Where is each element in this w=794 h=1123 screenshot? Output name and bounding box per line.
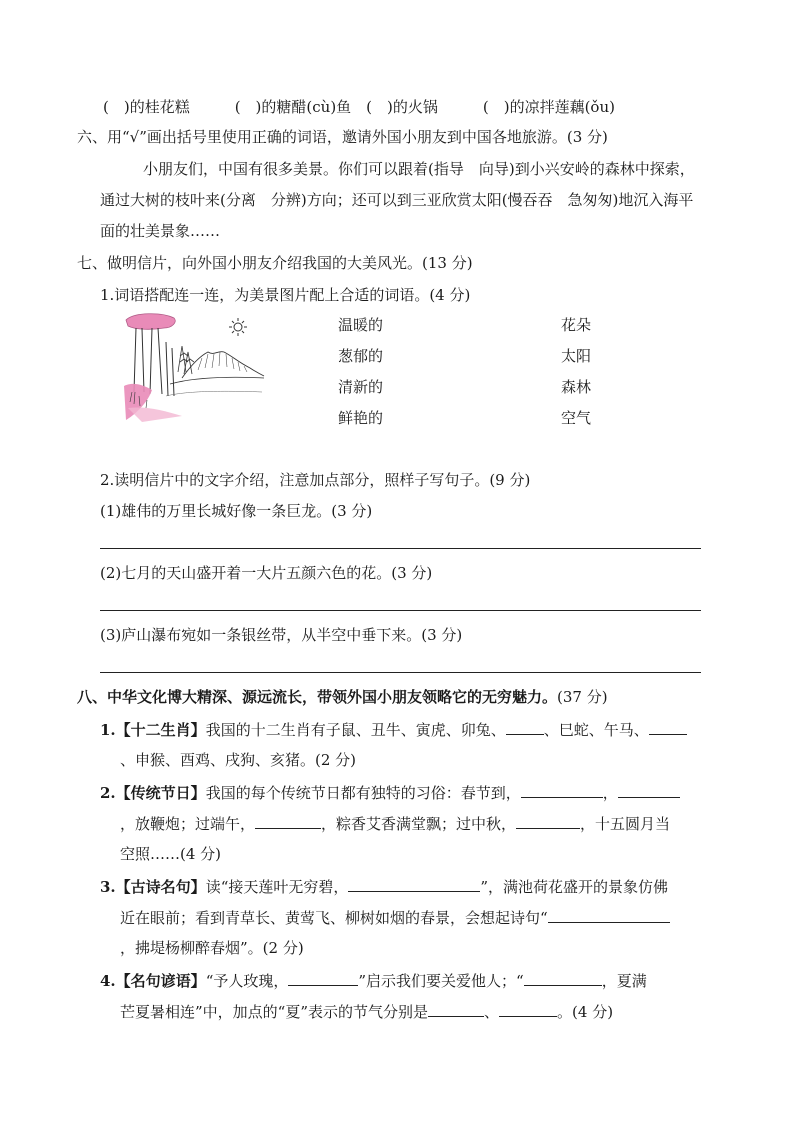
q8-item3-line3: ，拂堤杨柳醉春烟”。(2 分) xyxy=(120,939,304,957)
q8-item2-line1 xyxy=(100,782,680,803)
q8-item4-text-f: 。(4 分) xyxy=(557,1003,614,1021)
blank-2-4[interactable] xyxy=(516,813,580,829)
q8-item3-text-c: 近在眼前；看到青草长、黄莺飞、柳树如烟的春景，会想起诗句“ xyxy=(120,909,548,927)
q8-item3-line2 xyxy=(120,907,670,928)
q8-item2-text-b: ， xyxy=(602,784,618,802)
q8-item2-number: 2. xyxy=(100,784,116,802)
q8-item4-text-e: 、 xyxy=(484,1003,500,1021)
q8-item2-line3: 空照……(4 分) xyxy=(120,845,222,863)
q8-item4-text-a: “予人玫瑰， xyxy=(205,972,289,990)
q8-item4-text-c: ，夏满 xyxy=(601,972,647,990)
q8-item1-text-b: 、巳蛇、午马、 xyxy=(543,721,649,739)
blank-2-3[interactable] xyxy=(255,813,321,829)
q8-item4-number: 4. xyxy=(100,972,116,990)
blank-3-1[interactable] xyxy=(348,876,480,892)
blank-2-2[interactable] xyxy=(618,782,680,798)
q6-paragraph-line-3: 面的壮美景象…… xyxy=(100,222,221,240)
q8-title-text: 八、中华文化博大精深、源远流长，带领外国小朋友领略它的无穷魅力。 xyxy=(77,688,558,706)
blank-4-3[interactable] xyxy=(428,1001,484,1017)
q7-sentence-2: (2)七月的天山盛开着一大片五颜六色的花。(3 分) xyxy=(100,564,433,582)
q7-sentence-3: (3)庐山瀑布宛如一条银丝带，从半空中垂下来。(3 分) xyxy=(100,626,463,644)
q6-title: 六、用“√”画出括号里使用正确的词语，邀请外国小朋友到中国各地旅游。(3 分) xyxy=(77,128,608,146)
answer-line-3[interactable] xyxy=(100,672,701,673)
q6-paragraph-line-2: 通过大树的枝叶来(分离 分辨)方向；还可以到三亚欣赏太阳(慢吞吞 急匆匆)地沉入海平 xyxy=(100,191,694,209)
q8-item3-line1 xyxy=(100,876,668,897)
q8-item1-line1 xyxy=(100,719,687,740)
left-word-1[interactable]: 温暖的 xyxy=(338,316,384,334)
q8-item3-tag: 【古诗名句】 xyxy=(115,878,206,896)
right-word-1[interactable]: 花朵 xyxy=(561,316,592,334)
q7-sentence-1: (1)雄伟的万里长城好像一条巨龙。(3 分) xyxy=(100,502,373,520)
landscape-picture xyxy=(122,312,267,424)
q8-item4-text-d: 芒夏暑相连”中，加点的“夏”表示的节气分别是 xyxy=(120,1003,429,1021)
left-word-3[interactable]: 清新的 xyxy=(338,378,384,396)
right-word-2[interactable]: 太阳 xyxy=(561,347,592,365)
blank-1-2[interactable] xyxy=(649,719,687,735)
q8-item4-line2 xyxy=(120,1001,613,1022)
blank-4-2[interactable] xyxy=(524,970,602,986)
answer-line-2[interactable] xyxy=(100,610,701,611)
q8-title xyxy=(77,687,608,707)
blank-3-2[interactable] xyxy=(548,907,670,923)
q8-item2-text-e: ，十五圆月当 xyxy=(580,815,671,833)
q8-item2-tag: 【传统节日】 xyxy=(115,784,206,802)
q8-item1-number: 1. xyxy=(100,721,116,739)
q8-item2-line2 xyxy=(120,813,670,834)
right-word-3[interactable]: 森林 xyxy=(561,378,592,396)
answer-line-1[interactable] xyxy=(100,548,701,549)
q6-paragraph-line-1: 小朋友们，中国有很多美景。你们可以跟着(指导 向导)到小兴安岭的森林中探索， xyxy=(143,160,695,178)
q8-item1-line2: 、申猴、酉鸡、戌狗、亥猪。(2 分) xyxy=(120,751,357,769)
q8-item4-line1 xyxy=(100,970,647,991)
q7-sub1: 1.词语搭配连一连，为美景图片配上合适的词语。(4 分) xyxy=(100,286,471,304)
left-word-2[interactable]: 葱郁的 xyxy=(338,347,384,365)
q8-item3-text-a: 读“接天莲叶无穷碧， xyxy=(205,878,349,896)
blank-1-1[interactable] xyxy=(506,719,544,735)
blank-4-4[interactable] xyxy=(499,1001,557,1017)
q8-item4-tag: 【名句谚语】 xyxy=(115,972,206,990)
q7-title: 七、做明信片，向外国小朋友介绍我国的大美风光。(13 分) xyxy=(77,254,473,272)
q5-options-line: ( )的桂花糕 ( )的糖醋(cù)鱼 ( )的火锅 ( )的凉拌莲藕(ǒu) xyxy=(103,98,615,116)
q7-sub2: 2.读明信片中的文字介绍，注意加点部分，照样子写句子。(9 分) xyxy=(100,471,531,489)
q8-item2-text-d: ，粽香艾香满堂飘；过中秋， xyxy=(321,815,517,833)
right-word-4[interactable]: 空气 xyxy=(561,409,592,427)
q8-item1-text-a: 我国的十二生肖有子鼠、丑牛、寅虎、卯兔、 xyxy=(205,721,506,739)
q8-item1-tag: 【十二生肖】 xyxy=(115,721,206,739)
sun-icon xyxy=(229,318,247,336)
blank-2-1[interactable] xyxy=(521,782,603,798)
q8-title-score: (37 分) xyxy=(557,688,608,706)
blank-4-1[interactable] xyxy=(288,970,358,986)
q8-item2-text-c: ，放鞭炮；过端午， xyxy=(120,815,256,833)
q8-item3-number: 3. xyxy=(100,878,116,896)
left-word-4[interactable]: 鲜艳的 xyxy=(338,409,384,427)
q8-item2-text-a: 我国的每个传统节日都有独特的习俗：春节到， xyxy=(205,784,521,802)
q8-item4-text-b: ”启示我们要关爱他人；“ xyxy=(358,972,524,990)
q8-item3-text-b: ”，满池荷花盛开的景象仿佛 xyxy=(480,878,669,896)
